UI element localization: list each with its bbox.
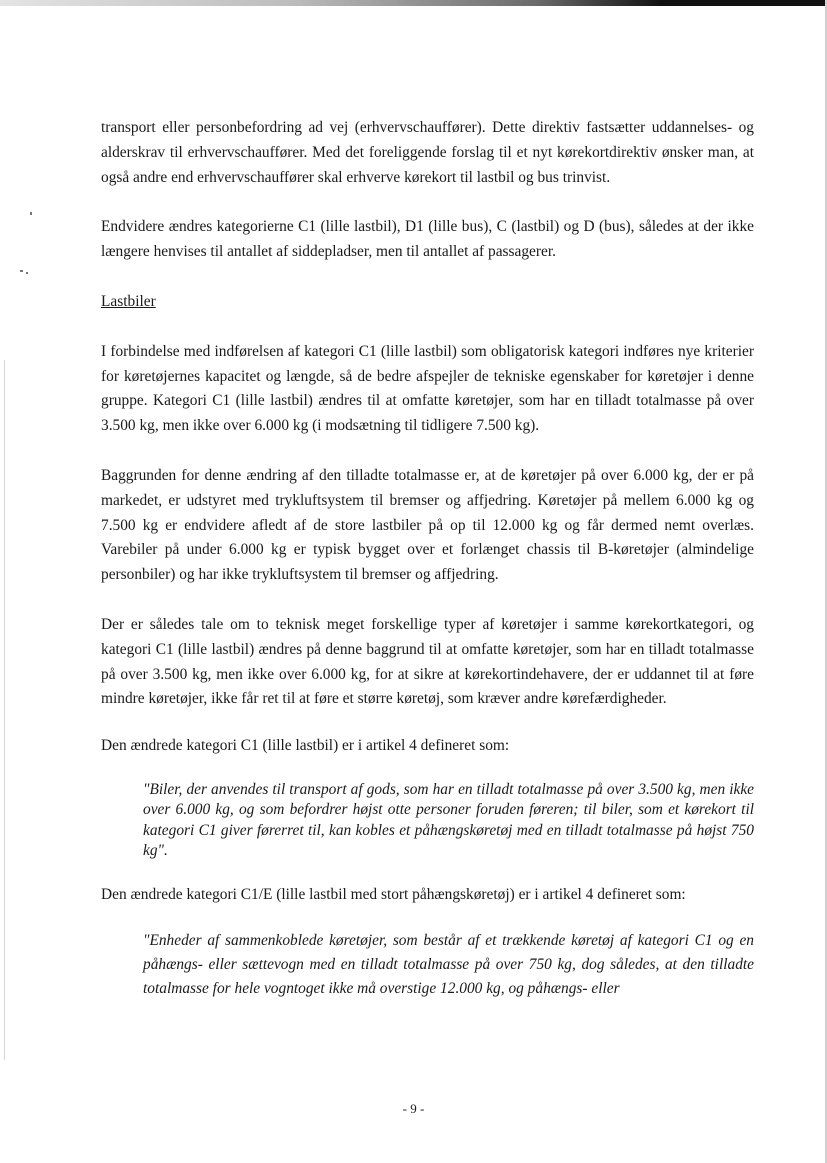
body-paragraph: Der er således tale om to teknisk meget forskellige typer af køretøjer i samme kørekortkategori, og kategori C1 (lille lastbil) ændres på denne baggrund til at omfatte køretøjer, som har en tilladt totalmasse på over 3.500 kg, men ikke over 6.000 kg, for at sikre at kørekortindehavere, der er uddannet til at føre mindre køretøjer, ikke får ret til at føre et større køretøj, som kræver andre kørefærdigheder.: [101, 615, 754, 708]
definition-quote-c1e: "Enheder af sammenkoblede køretøjer, som består af et trækkende køretøj af kategori C1 og en påhængs- eller sættevogn med en tilladt totalmasse på over 750 kg, dog således, at den tilladte totalmasse for hele vogntoget ikke må overstige 12.000 kg, og påhængs- eller: [143, 931, 754, 997]
scan-top-edge: [0, 0, 827, 6]
section-heading: Lastbiler: [101, 292, 156, 310]
scan-speck: [30, 212, 32, 215]
definition-intro-c1: Den ændrede kategori C1 (lille lastbil) er i artikel 4 defineret som:: [101, 737, 510, 755]
definition-quote-c1: "Biler, der anvendes til transport af gods, som har en tilladt totalmasse på over 3.500 kg, men ikke over 6.000 kg, og som befordrer højst otte personer foruden føreren; til biler, som et kørekort til kategori C1 giver førerret til, kan kobles et påhængskøretøj med en tilladt totalmasse på højst 750 kg".: [143, 780, 754, 860]
scan-left-edge: [4, 360, 5, 1060]
page-number: - 9 -: [402, 1101, 425, 1116]
body-paragraph: Endvidere ændres kategorierne C1 (lille lastbil), D1 (lille bus), C (lastbil) og D (bus), således at der ikke længere henvises til antallet af siddepladser, men til antallet af passagerer.: [101, 218, 754, 261]
document-body: [101, 116, 754, 1001]
scan-speck: [26, 272, 28, 274]
scan-speck: [20, 270, 23, 272]
body-paragraph: Baggrunden for denne ændring af den tilladte totalmasse er, at de køretøjer på over 6.000 kg, der er på markedet, er udstyret med trykluftsystem til bremser og affjedring. Køretøjer på mellem 6.000 kg og 7.500 kg er endvidere afledt af de store lastbiler på op til 12.000 kg og får dermed nemt overlæs. Varebiler på under 6.000 kg er typisk bygget over et forlænget chassis til B-køretøjer (almindelige personbiler) og har ikke trykluftsystem til bremser og affjedring.: [101, 466, 754, 584]
body-paragraph: transport eller personbefordring ad vej (erhvervschauffører). Dette direktiv fastsætter uddannelses- og alderskrav til erhvervschauffører. Med det foreliggende forslag til et nyt kørekortdirektiv ønsker man, at også andre end erhvervschauffører skal erhverve kørekort til lastbil og bus trinvist.: [101, 119, 754, 186]
body-paragraph: I forbindelse med indførelsen af kategori C1 (lille lastbil) som obligatorisk kategori indføres nye kriterier for køretøjernes kapacitet og længde, så de bedre afspejler de tekniske egenskaber for køretøjer i denne gruppe. Kategori C1 (lille lastbil) ændres til at omfatte køretøjer, som har en tilladt totalmasse på over 3.500 kg, men ikke over 6.000 kg (i modsætning til tidligere 7.500 kg).: [101, 342, 754, 435]
definition-intro-c1e: Den ændrede kategori C1/E (lille lastbil med stort påhængskøretøj) er i artikel 4 defineret som:: [101, 885, 686, 903]
